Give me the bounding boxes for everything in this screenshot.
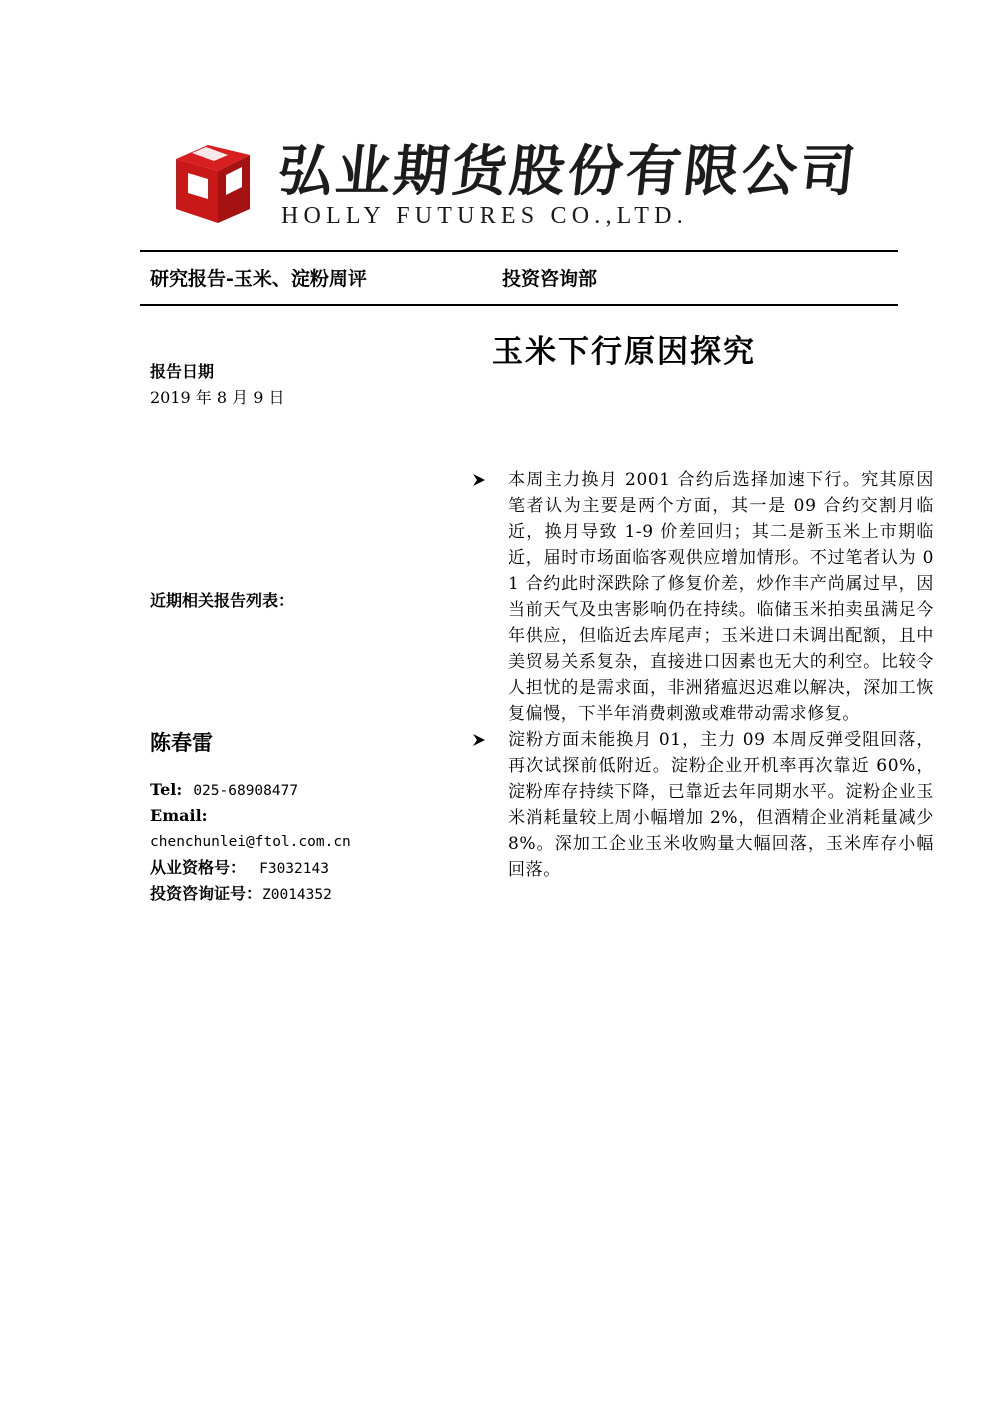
author-consult-cert (150, 882, 332, 907)
company-logo-icon (168, 143, 252, 225)
author-name: 陈春雷 (150, 730, 213, 755)
email-value: chenchunlei@ftol.com.cn (150, 834, 351, 850)
qualification-value: F3032143 (259, 861, 329, 877)
company-name-en: HOLLY FUTURES CO.,LTD. (281, 203, 688, 229)
consult-label: 投资咨询证号： (150, 884, 263, 903)
company-name-cn: 弘业期货股份有限公司 (274, 139, 862, 203)
list-item (472, 727, 934, 883)
tel-label: Tel: (150, 780, 183, 799)
list-item (472, 467, 934, 727)
related-reports-label: 近期相关报告列表： (150, 591, 295, 610)
email-label: Email: (150, 806, 208, 825)
header-top-rule (140, 250, 898, 252)
author-tel (150, 778, 298, 803)
report-date-label: 报告日期 (150, 362, 215, 381)
summary-bullets (472, 467, 934, 883)
report-title: 玉米下行原因探究 (492, 334, 756, 370)
arrow-bullet-icon (472, 733, 486, 747)
arrow-bullet-icon (472, 473, 486, 487)
report-date-value: 2019 年 8 月 9 日 (150, 388, 285, 407)
report-type: 研究报告-玉米、淀粉周评 (150, 268, 367, 290)
bullet-text: 淀粉方面未能换月 01，主力 09 本周反弹受阻回落，再次试探前低附近。淀粉企业开机率再次靠近 60%，淀粉库存持续下降，已靠近去年同期水平。淀粉企业玉米消耗量较上周小幅增加 2%，但酒精企业消耗量减少 8%。深加工企业玉米收购量大幅回落，玉米库存小幅回落。 (508, 730, 934, 880)
department: 投资咨询部 (502, 268, 598, 290)
consult-value: Z0014352 (262, 887, 332, 903)
tel-value: 025-68908477 (193, 783, 299, 799)
author-qualification (150, 856, 329, 881)
bullet-text: 本周主力换月 2001 合约后选择加速下行。究其原因笔者认为主要是两个方面，其一是 09 合约交割月临近，换月导致 1-9 价差回归；其二是新玉米上市期临近，届时市场面临客观供应增加情形。不过笔者认为 01 合约此时深跌除了修复价差，炒作丰产尚属过早，因当前天气及虫害影响仍在持续。临储玉米拍卖虽满足今年供应，但临近去库尾声；玉米进口未调出配额，且中美贸易关系复杂，直接进口因素也无大的利空。比较令人担忧的是需求面，非洲猪瘟迟迟难以解决，深加工恢复偏慢，下半年消费刺激或难带动需求修复。 (508, 470, 934, 724)
qualification-label: 从业资格号： (150, 858, 247, 877)
header-bottom-rule (140, 304, 898, 306)
